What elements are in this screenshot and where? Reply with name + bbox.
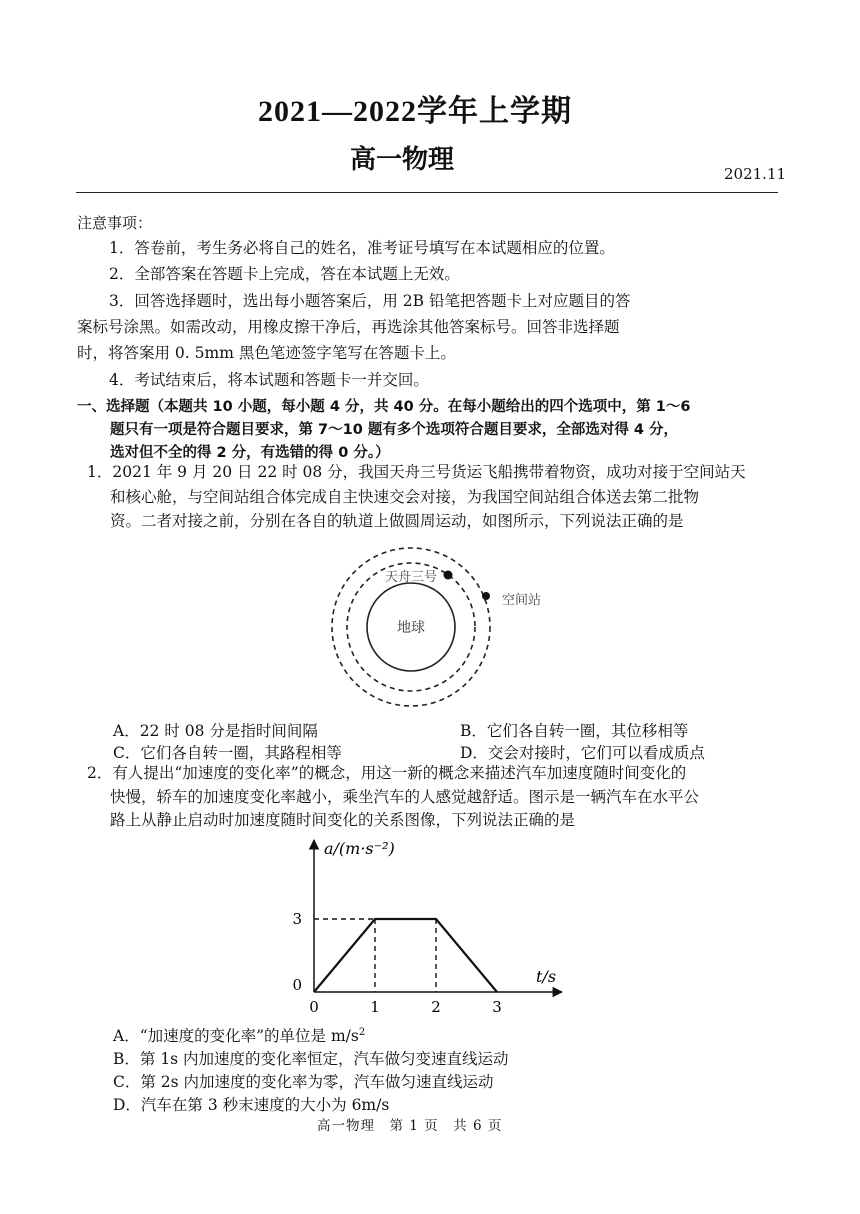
x-tick-label-3: 3 <box>492 998 502 1016</box>
q2-option-b: B．第 1s 内加速度的变化率恒定，汽车做匀变速直线运动 <box>113 1050 509 1068</box>
station-label: 空间站 <box>502 593 542 608</box>
q2-stem-line-3: 路上从静止启动时加速度随时间变化的关系图像，下列说法正确的是 <box>110 811 576 829</box>
craft-dot <box>444 571 453 580</box>
notice-item-1: 1．答卷前，考生务必将自己的姓名，准考证号填写在本试题相应的位置。 <box>109 239 615 257</box>
x-axis-label: t/s <box>536 967 557 986</box>
acceleration-series-line <box>314 919 497 992</box>
q1-option-c: C．它们各自转一圈，其路程相等 <box>113 744 342 762</box>
q1-option-d: D．交会对接时，它们可以看成质点 <box>460 744 705 762</box>
q1-option-b: B．它们各自转一圈，其位移相等 <box>460 722 689 740</box>
q2-stem-line-2: 快慢，轿车的加速度变化率越小，乘坐汽车的人感觉越舒适。图示是一辆汽车在水平公 <box>110 788 700 806</box>
x-tick-label-0: 0 <box>309 998 319 1016</box>
page-title: 2021—2022学年上学期 <box>258 95 572 128</box>
notice-item-3-line-1: 3．回答选择题时，选出每小题答案后，用 2B 铅笔把答题卡上对应题目的答 <box>109 292 631 310</box>
exam-date: 2021.11 <box>724 165 787 183</box>
q2-stem-line-1: 2．有人提出“加速度的变化率”的概念，用这一新的概念来描述汽车加速度随时间变化的 <box>87 764 687 782</box>
q1-option-a: A．22 时 08 分是指时间间隔 <box>113 722 318 740</box>
section-1-heading-line-2: 题只有一项是符合题目要求，第 7～10 题有多个选项符合题目要求，全部选对得 4 分， <box>110 422 679 438</box>
x-tick-label-2: 2 <box>431 998 441 1016</box>
q1-stem-line-3: 资。二者对接之前，分别在各自的轨道上做圆周运动，如图所示，下列说法正确的是 <box>110 512 684 530</box>
section-1-heading-line-1: 一、选择题（本题共 10 小题，每小题 4 分，共 40 分。在每小题给出的四个选项中，第 1～6 <box>77 399 691 415</box>
q2-option-c: C．第 2s 内加速度的变化率为零，汽车做匀速直线运动 <box>113 1073 494 1091</box>
section-1-heading-line-3: 选对但不全的得 2 分，有选错的得 0 分。） <box>110 445 390 461</box>
orbit-diagram <box>300 530 560 715</box>
craft-label: 天舟三号 <box>385 570 438 585</box>
station-dot <box>482 592 490 600</box>
page-subtitle: 高一物理 <box>350 145 455 174</box>
q1-stem-line-2: 和核心舱，与空间站组合体完成自主快速交会对接，为我国空间站组合体送去第二批物 <box>110 488 700 506</box>
x-tick-label-1: 1 <box>370 998 380 1016</box>
q2-option-d: D．汽车在第 3 秒末速度的大小为 6m/s <box>113 1096 390 1114</box>
y-tick-label-0: 0 <box>292 976 302 994</box>
y-tick-label-3: 3 <box>292 910 302 929</box>
q2-option-a-superscript: 2 <box>358 1026 366 1038</box>
acceleration-time-chart <box>280 832 580 1022</box>
notice-heading: 注意事项： <box>77 214 153 232</box>
q2-option-a-text: A．“加速度的变化率”的单位是 m/s <box>113 1027 359 1045</box>
notice-item-3-line-2: 案标号涂黑。如需改动，用橡皮擦干净后，再选涂其他答案标号。回答非选择题 <box>77 318 620 336</box>
q1-stem-line-1: 1．2021 年 9 月 20 日 22 时 08 分，我国天舟三号货运飞船携带着物资，成功对接于空间站天 <box>87 463 746 481</box>
notice-item-4: 4．考试结束后，将本试题和答题卡一并交回。 <box>109 371 429 389</box>
page-footer: 高一物理 第 1 页 共 6 页 <box>317 1118 503 1134</box>
notice-item-3-line-3: 时，将答案用 0. 5mm 黑色笔迹签字笔写在答题卡上。 <box>77 344 456 362</box>
header-divider <box>76 192 778 193</box>
q2-option-a <box>113 1024 365 1046</box>
notice-item-2: 2．全部答案在答题卡上完成，答在本试题上无效。 <box>109 265 460 283</box>
earth-label: 地球 <box>397 620 425 636</box>
y-axis-label: a/(m·s⁻²) <box>324 839 395 858</box>
